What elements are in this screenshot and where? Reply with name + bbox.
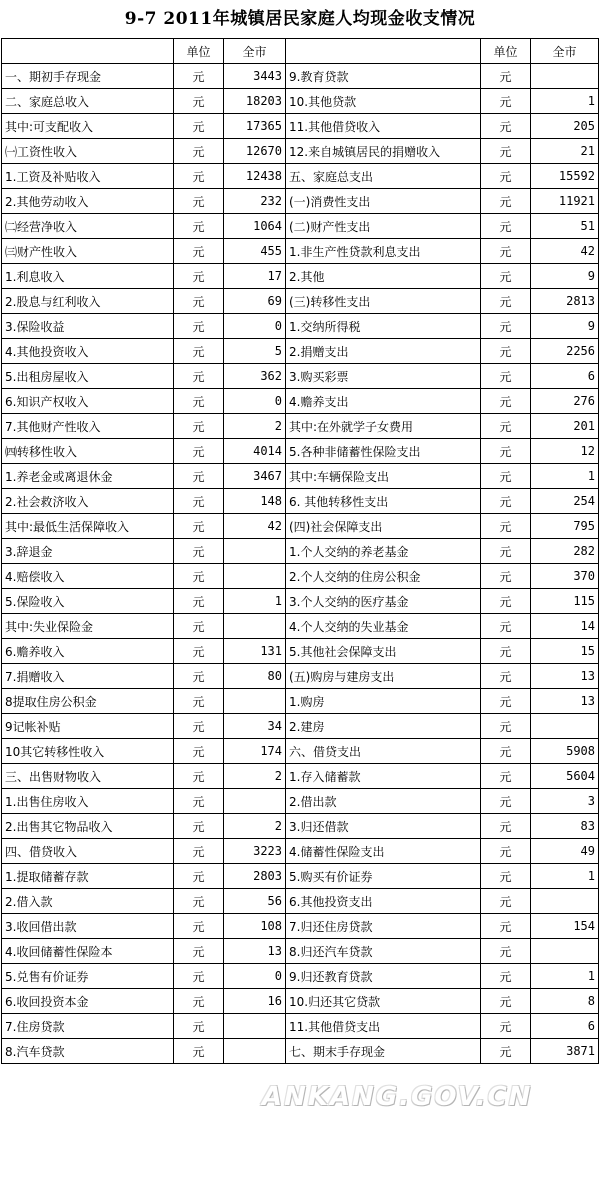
- income-item: 1.出售住房收入: [2, 789, 174, 814]
- income-item: 其中:可支配收入: [2, 114, 174, 139]
- table-row: [2, 164, 599, 189]
- page-title: 9-7 2011年城镇居民家庭人均现金收支情况: [124, 9, 476, 29]
- expense-value: 9: [531, 314, 599, 339]
- income-unit: 元: [174, 214, 224, 239]
- income-value: 108: [224, 914, 286, 939]
- income-unit: 元: [174, 739, 224, 764]
- expense-unit: 元: [481, 764, 531, 789]
- income-item: 其中:最低生活保障收入: [2, 514, 174, 539]
- expense-unit: 元: [481, 539, 531, 564]
- table-row: [2, 339, 599, 364]
- expense-value: 5908: [531, 739, 599, 764]
- income-value: [224, 789, 286, 814]
- expense-item: 11.其他借贷收入: [286, 114, 481, 139]
- income-unit: 元: [174, 189, 224, 214]
- expense-value: 14: [531, 614, 599, 639]
- income-expense-table: [1, 38, 599, 1064]
- table-row: [2, 64, 599, 89]
- income-value: 148: [224, 489, 286, 514]
- expense-item: 9.教育贷款: [286, 64, 481, 89]
- income-value: 0: [224, 964, 286, 989]
- expense-item: 其中:车辆保险支出: [286, 464, 481, 489]
- expense-item: 3.个人交纳的医疗基金: [286, 589, 481, 614]
- expense-item: 5.其他社会保障支出: [286, 639, 481, 664]
- expense-value: 276: [531, 389, 599, 414]
- income-item: 3.辞退金: [2, 539, 174, 564]
- expense-unit: 元: [481, 114, 531, 139]
- table-row: [2, 414, 599, 439]
- expense-unit: 元: [481, 1039, 531, 1064]
- income-unit: 元: [174, 139, 224, 164]
- table-row: [2, 864, 599, 889]
- income-item: 9记帐补贴: [2, 714, 174, 739]
- income-value: 131: [224, 639, 286, 664]
- expense-unit: 元: [481, 339, 531, 364]
- table-row: [2, 614, 599, 639]
- header-unit-left: 单位: [174, 39, 224, 64]
- expense-value: 15: [531, 639, 599, 664]
- expense-value: 42: [531, 239, 599, 264]
- expense-unit: 元: [481, 389, 531, 414]
- income-item: 5.兑售有价证券: [2, 964, 174, 989]
- table-row: [2, 789, 599, 814]
- income-unit: 元: [174, 1014, 224, 1039]
- header-row: [2, 39, 599, 64]
- expense-value: 49: [531, 839, 599, 864]
- income-unit: 元: [174, 239, 224, 264]
- income-value: 174: [224, 739, 286, 764]
- expense-item: 6. 其他转移性支出: [286, 489, 481, 514]
- income-item: 1.工资及补贴收入: [2, 164, 174, 189]
- income-unit: 元: [174, 564, 224, 589]
- expense-unit: 元: [481, 614, 531, 639]
- income-value: 5: [224, 339, 286, 364]
- expense-item: 其中:在外就学子女费用: [286, 414, 481, 439]
- expense-item: 1.存入储蓄款: [286, 764, 481, 789]
- income-item: 6.知识产权收入: [2, 389, 174, 414]
- income-value: [224, 689, 286, 714]
- expense-value: 11921: [531, 189, 599, 214]
- expense-item: 9.归还教育贷款: [286, 964, 481, 989]
- income-value: 69: [224, 289, 286, 314]
- income-item: 一、期初手存现金: [2, 64, 174, 89]
- income-unit: 元: [174, 164, 224, 189]
- income-value: [224, 614, 286, 639]
- expense-item: 4.赡养支出: [286, 389, 481, 414]
- expense-unit: 元: [481, 564, 531, 589]
- header-city-right: 全市: [531, 39, 599, 64]
- expense-item: 5.各种非储蓄性保险支出: [286, 439, 481, 464]
- income-unit: 元: [174, 689, 224, 714]
- income-unit: 元: [174, 114, 224, 139]
- income-unit: 元: [174, 264, 224, 289]
- income-item: 1.提取储蓄存款: [2, 864, 174, 889]
- income-value: 4014: [224, 439, 286, 464]
- income-item: ㈡经营净收入: [2, 214, 174, 239]
- expense-unit: 元: [481, 439, 531, 464]
- expense-unit: 元: [481, 739, 531, 764]
- income-item: ㈠工资性收入: [2, 139, 174, 164]
- expense-unit: 元: [481, 64, 531, 89]
- table-row: [2, 664, 599, 689]
- expense-unit: 元: [481, 164, 531, 189]
- income-value: 0: [224, 389, 286, 414]
- expense-item: (二)财产性支出: [286, 214, 481, 239]
- table-row: [2, 814, 599, 839]
- income-item: 2.社会救济收入: [2, 489, 174, 514]
- income-item: 4.赔偿收入: [2, 564, 174, 589]
- income-value: 17: [224, 264, 286, 289]
- table-row: [2, 189, 599, 214]
- expense-unit: 元: [481, 414, 531, 439]
- table-row: [2, 389, 599, 414]
- expense-value: [531, 714, 599, 739]
- income-unit: 元: [174, 989, 224, 1014]
- income-value: 80: [224, 664, 286, 689]
- expense-value: [531, 889, 599, 914]
- expense-unit: 元: [481, 139, 531, 164]
- expense-value: 8: [531, 989, 599, 1014]
- expense-unit: 元: [481, 514, 531, 539]
- income-item: 4.其他投资收入: [2, 339, 174, 364]
- expense-value: 83: [531, 814, 599, 839]
- expense-item: 1.个人交纳的养老基金: [286, 539, 481, 564]
- income-unit: 元: [174, 714, 224, 739]
- income-unit: 元: [174, 539, 224, 564]
- income-item: 四、借贷收入: [2, 839, 174, 864]
- expense-unit: 元: [481, 689, 531, 714]
- header-item-left: [2, 39, 174, 64]
- expense-unit: 元: [481, 989, 531, 1014]
- income-unit: 元: [174, 864, 224, 889]
- table-row: [2, 889, 599, 914]
- table-row: [2, 239, 599, 264]
- income-unit: 元: [174, 414, 224, 439]
- income-unit: 元: [174, 1039, 224, 1064]
- income-unit: 元: [174, 789, 224, 814]
- expense-item: 4.储蓄性保险支出: [286, 839, 481, 864]
- expense-item: 10.归还其它贷款: [286, 989, 481, 1014]
- table-row: [2, 489, 599, 514]
- expense-unit: 元: [481, 289, 531, 314]
- expense-item: 2.建房: [286, 714, 481, 739]
- income-item: 6.赡养收入: [2, 639, 174, 664]
- expense-item: 六、借贷支出: [286, 739, 481, 764]
- income-unit: 元: [174, 964, 224, 989]
- expense-item: 1.购房: [286, 689, 481, 714]
- expense-value: 1: [531, 964, 599, 989]
- income-item: ㈢财产性收入: [2, 239, 174, 264]
- income-unit: 元: [174, 514, 224, 539]
- table-row: [2, 139, 599, 164]
- expense-item: 2.其他: [286, 264, 481, 289]
- expense-unit: 元: [481, 789, 531, 814]
- expense-value: 6: [531, 364, 599, 389]
- income-item: 8提取住房公积金: [2, 689, 174, 714]
- income-item: 8.汽车贷款: [2, 1039, 174, 1064]
- table-row: [2, 739, 599, 764]
- income-value: 56: [224, 889, 286, 914]
- income-unit: 元: [174, 889, 224, 914]
- expense-unit: 元: [481, 714, 531, 739]
- income-item: 二、家庭总收入: [2, 89, 174, 114]
- expense-value: 370: [531, 564, 599, 589]
- expense-item: 1.交纳所得税: [286, 314, 481, 339]
- expense-unit: 元: [481, 89, 531, 114]
- expense-value: 13: [531, 664, 599, 689]
- expense-unit: 元: [481, 664, 531, 689]
- expense-value: 5604: [531, 764, 599, 789]
- income-unit: 元: [174, 614, 224, 639]
- table-row: [2, 764, 599, 789]
- income-unit: 元: [174, 589, 224, 614]
- expense-value: 282: [531, 539, 599, 564]
- table-row: [2, 914, 599, 939]
- income-unit: 元: [174, 439, 224, 464]
- income-unit: 元: [174, 939, 224, 964]
- expense-unit: 元: [481, 589, 531, 614]
- expense-unit: 元: [481, 939, 531, 964]
- expense-item: 12.来自城镇居民的捐赠收入: [286, 139, 481, 164]
- expense-item: 3.归还借款: [286, 814, 481, 839]
- expense-value: 154: [531, 914, 599, 939]
- income-unit: 元: [174, 489, 224, 514]
- income-item: 7.住房贷款: [2, 1014, 174, 1039]
- table-row: [2, 839, 599, 864]
- expense-value: 205: [531, 114, 599, 139]
- expense-item: 1.非生产性贷款利息支出: [286, 239, 481, 264]
- expense-item: (三)转移性支出: [286, 289, 481, 314]
- income-value: 232: [224, 189, 286, 214]
- expense-unit: 元: [481, 189, 531, 214]
- expense-unit: 元: [481, 814, 531, 839]
- income-value: 3443: [224, 64, 286, 89]
- header-city-left: 全市: [224, 39, 286, 64]
- income-unit: 元: [174, 364, 224, 389]
- expense-value: 13: [531, 689, 599, 714]
- expense-unit: 元: [481, 864, 531, 889]
- income-item: 3.收回借出款: [2, 914, 174, 939]
- income-item: 1.养老金或离退休金: [2, 464, 174, 489]
- expense-value: [531, 939, 599, 964]
- income-value: 3467: [224, 464, 286, 489]
- income-value: 12670: [224, 139, 286, 164]
- expense-unit: 元: [481, 489, 531, 514]
- expense-value: 3871: [531, 1039, 599, 1064]
- expense-item: 2.捐赠支出: [286, 339, 481, 364]
- expense-item: (四)社会保障支出: [286, 514, 481, 539]
- expense-value: 3: [531, 789, 599, 814]
- income-item: ㈣转移性收入: [2, 439, 174, 464]
- table-row: [2, 289, 599, 314]
- income-value: [224, 564, 286, 589]
- income-value: 362: [224, 364, 286, 389]
- expense-item: 10.其他贷款: [286, 89, 481, 114]
- income-item: 3.保险收益: [2, 314, 174, 339]
- expense-value: 1: [531, 89, 599, 114]
- expense-item: 6.其他投资支出: [286, 889, 481, 914]
- expense-item: 8.归还汽车贷款: [286, 939, 481, 964]
- income-unit: 元: [174, 314, 224, 339]
- expense-value: 254: [531, 489, 599, 514]
- income-value: 3223: [224, 839, 286, 864]
- expense-unit: 元: [481, 314, 531, 339]
- expense-unit: 元: [481, 214, 531, 239]
- table-row: [2, 964, 599, 989]
- income-unit: 元: [174, 289, 224, 314]
- expense-value: 115: [531, 589, 599, 614]
- expense-unit: 元: [481, 464, 531, 489]
- expense-value: 9: [531, 264, 599, 289]
- income-unit: 元: [174, 64, 224, 89]
- income-value: 455: [224, 239, 286, 264]
- income-unit: 元: [174, 389, 224, 414]
- expense-item: 3.购买彩票: [286, 364, 481, 389]
- income-item: 2.出售其它物品收入: [2, 814, 174, 839]
- income-value: 2: [224, 414, 286, 439]
- income-item: 4.收回储蓄性保险本: [2, 939, 174, 964]
- income-value: 12438: [224, 164, 286, 189]
- table-row: [2, 214, 599, 239]
- expense-unit: 元: [481, 639, 531, 664]
- table-row: [2, 514, 599, 539]
- table-row: [2, 939, 599, 964]
- income-unit: 元: [174, 814, 224, 839]
- expense-value: 795: [531, 514, 599, 539]
- income-unit: 元: [174, 664, 224, 689]
- header-unit-right: 单位: [481, 39, 531, 64]
- expense-item: 7.归还住房贷款: [286, 914, 481, 939]
- expense-item: 11.其他借贷支出: [286, 1014, 481, 1039]
- expense-unit: 元: [481, 364, 531, 389]
- income-value: 2: [224, 764, 286, 789]
- income-value: 1064: [224, 214, 286, 239]
- income-item: 5.保险收入: [2, 589, 174, 614]
- expense-unit: 元: [481, 239, 531, 264]
- table-row: [2, 464, 599, 489]
- income-item: 2.其他劳动收入: [2, 189, 174, 214]
- table-row: [2, 89, 599, 114]
- income-value: 16: [224, 989, 286, 1014]
- table-row: [2, 639, 599, 664]
- income-value: 13: [224, 939, 286, 964]
- expense-unit: 元: [481, 1014, 531, 1039]
- income-item: 7.其他财产性收入: [2, 414, 174, 439]
- income-unit: 元: [174, 464, 224, 489]
- income-value: 17365: [224, 114, 286, 139]
- income-value: 34: [224, 714, 286, 739]
- income-value: [224, 539, 286, 564]
- expense-item: 2.借出款: [286, 789, 481, 814]
- expense-item: 2.个人交纳的住房公积金: [286, 564, 481, 589]
- table-row: [2, 114, 599, 139]
- site-watermark: ANKANG.GOV.CN: [262, 1082, 533, 1112]
- expense-value: 15592: [531, 164, 599, 189]
- expense-unit: 元: [481, 839, 531, 864]
- table-row: [2, 264, 599, 289]
- expense-item: 五、家庭总支出: [286, 164, 481, 189]
- income-unit: 元: [174, 339, 224, 364]
- table-row: [2, 364, 599, 389]
- income-item: 1.利息收入: [2, 264, 174, 289]
- income-value: 0: [224, 314, 286, 339]
- expense-value: [531, 64, 599, 89]
- table-row: [2, 1039, 599, 1064]
- expense-item: 七、期末手存现金: [286, 1039, 481, 1064]
- income-unit: 元: [174, 639, 224, 664]
- expense-item: (五)购房与建房支出: [286, 664, 481, 689]
- income-item: 5.出租房屋收入: [2, 364, 174, 389]
- table-row: [2, 589, 599, 614]
- expense-value: 2256: [531, 339, 599, 364]
- expense-value: 2813: [531, 289, 599, 314]
- income-item: 三、出售财物收入: [2, 764, 174, 789]
- income-item: 2.借入款: [2, 889, 174, 914]
- expense-value: 6: [531, 1014, 599, 1039]
- expense-value: 201: [531, 414, 599, 439]
- expense-item: 4.个人交纳的失业基金: [286, 614, 481, 639]
- income-item: 其中:失业保险金: [2, 614, 174, 639]
- expense-item: (一)消费性支出: [286, 189, 481, 214]
- expense-unit: 元: [481, 264, 531, 289]
- income-value: 2803: [224, 864, 286, 889]
- income-unit: 元: [174, 914, 224, 939]
- table-row: [2, 714, 599, 739]
- income-unit: 元: [174, 839, 224, 864]
- expense-value: 51: [531, 214, 599, 239]
- table-row: [2, 689, 599, 714]
- income-value: 2: [224, 814, 286, 839]
- expense-unit: 元: [481, 889, 531, 914]
- income-value: [224, 1014, 286, 1039]
- table-row: [2, 564, 599, 589]
- income-value: 42: [224, 514, 286, 539]
- income-item: 6.收回投资本金: [2, 989, 174, 1014]
- income-value: [224, 1039, 286, 1064]
- income-unit: 元: [174, 764, 224, 789]
- expense-unit: 元: [481, 964, 531, 989]
- table-row: [2, 439, 599, 464]
- expense-unit: 元: [481, 914, 531, 939]
- table-row: [2, 539, 599, 564]
- table-row: [2, 989, 599, 1014]
- income-value: 1: [224, 589, 286, 614]
- income-value: 18203: [224, 89, 286, 114]
- expense-value: 21: [531, 139, 599, 164]
- header-item-right: [286, 39, 481, 64]
- expense-value: 12: [531, 439, 599, 464]
- expense-value: 1: [531, 864, 599, 889]
- income-item: 2.股息与红利收入: [2, 289, 174, 314]
- expense-value: 1: [531, 464, 599, 489]
- income-item: 10其它转移性收入: [2, 739, 174, 764]
- table-row: [2, 314, 599, 339]
- table-row: [2, 1014, 599, 1039]
- income-unit: 元: [174, 89, 224, 114]
- expense-item: 5.购买有价证券: [286, 864, 481, 889]
- income-item: 7.捐赠收入: [2, 664, 174, 689]
